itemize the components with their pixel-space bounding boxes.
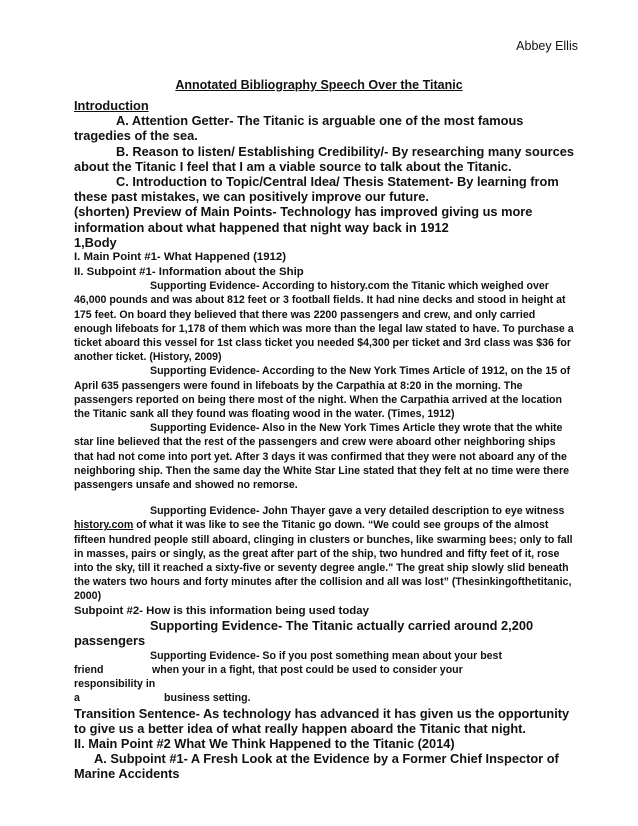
main-point-2: II. Main Point #2 What We Think Happened to the Titanic (2014) xyxy=(74,735,455,751)
author-name: Abbey Ellis xyxy=(516,39,578,53)
intro-thesis: C. Introduction to Topic/Central Idea/ Thesis Statement- By learning from these past mistakes, we can positively improve our future. xyxy=(74,174,559,205)
document-body xyxy=(74,98,574,782)
evidence-6-word-friend: friend xyxy=(74,663,104,676)
subpoint-2a: A. Subpoint #1- A Fresh Look at the Evidence by a Former Chief Inspector of Marine Accidents xyxy=(74,751,559,782)
evidence-6-line-3b: business setting. xyxy=(164,692,251,705)
evidence-4-lead: Supporting Evidence- John Thayer gave a very detailed description to eye witness xyxy=(150,505,565,518)
preview-main-points: (shorten) Preview of Main Points- Technology has improved giving us more information about what happened that night way back in 1912 xyxy=(74,204,533,235)
supporting-evidence-3: Supporting Evidence- Also in the New York Times Article they wrote that the white star line believed that the rest of the passengers and crew were aboard other neighboring ships that had not come into port yet. After 3 days it was confirmed that they were not aboard any of the neighboring ship. Then the same day the White Star Line stated that they felt at no time were there passengers unsafe and showed no remorse. xyxy=(74,422,570,492)
transition-sentence: Transition Sentence- As technology has advanced it has given us the opportunity to give us a better idea of what really happen aboard the Titanic that night. xyxy=(74,705,570,736)
supporting-evidence-6 xyxy=(74,649,574,706)
supporting-evidence-4 xyxy=(74,504,574,603)
evidence-6-line-2: when your in a fight, that post could be used to consider your xyxy=(152,663,463,676)
introduction-heading: Introduction xyxy=(74,98,149,113)
intro-attention-getter: A. Attention Getter- The Titanic is arguable one of the most famous tragedies of the sea. xyxy=(74,113,524,144)
supporting-evidence-2: Supporting Evidence- According to the New York Times Article of 1912, on the 15 of April 635 passengers were found in lifeboats by the Carpathia at 8:20 in the morning. The passengers reported on being there most of the night. When the Carpathia arrived at the location the Titanic sank all they found was floating wood in the water. (Times, 1912) xyxy=(74,365,571,421)
subpoint-2: Subpoint #2- How is this information being used today xyxy=(74,604,369,617)
subpoint-1: II. Subpoint #1- Information about the Ship xyxy=(74,265,304,278)
evidence-6-line-1: Supporting Evidence- So if you post something mean about your best xyxy=(150,649,502,662)
evidence-4-quote: of what it was like to see the Titanic go down. “We could see groups of the almost fifteen hundred people still aboard, clinging in clusters or bunches, like swarming bees; only to fall in masses, pairs or singly, as the great after part of the ship, two hundred and fifty feet of it, rose into the sky, till it reached a sixty-five or seventy degree angle." The great ship slowly slid beneath the waters two hours and forty minutes after the collision and all was lost” (Thesinkingofthetitanic, 2000) xyxy=(74,519,573,603)
paragraph-gap xyxy=(74,492,574,504)
intro-credibility: B. Reason to listen/ Establishing Credibility/- By researching many sources about the Titanic I feel that I am a viable source to talk about the Titanic. xyxy=(74,143,574,174)
main-point-1: I. Main Point #1- What Happened (1912) xyxy=(74,251,287,264)
supporting-evidence-5: Supporting Evidence- The Titanic actually carried around 2,200 passengers xyxy=(74,618,534,649)
body-heading: 1,Body xyxy=(74,234,117,250)
evidence-6-line-3a: responsibility in a xyxy=(74,678,156,705)
document-title: Annotated Bibliography Speech Over the Titanic xyxy=(175,78,463,92)
history-com-link[interactable]: history.com xyxy=(74,519,134,532)
supporting-evidence-1: Supporting Evidence- According to history.com the Titanic which weighed over 46,000 pounds and was about 812 feet or 3 football fields. It had nine decks and stood in height at 175 feet. On board they believed that there was 2200 passengers and crew, and only carried enough lifeboats for 1,178 of them which was more than the legal law stated to have. To purchase a ticket aboard this vessel for 1st class ticket you needed $4,300 per ticket and 3rd class was $36 for another ticket. (History, 2009) xyxy=(74,280,574,364)
